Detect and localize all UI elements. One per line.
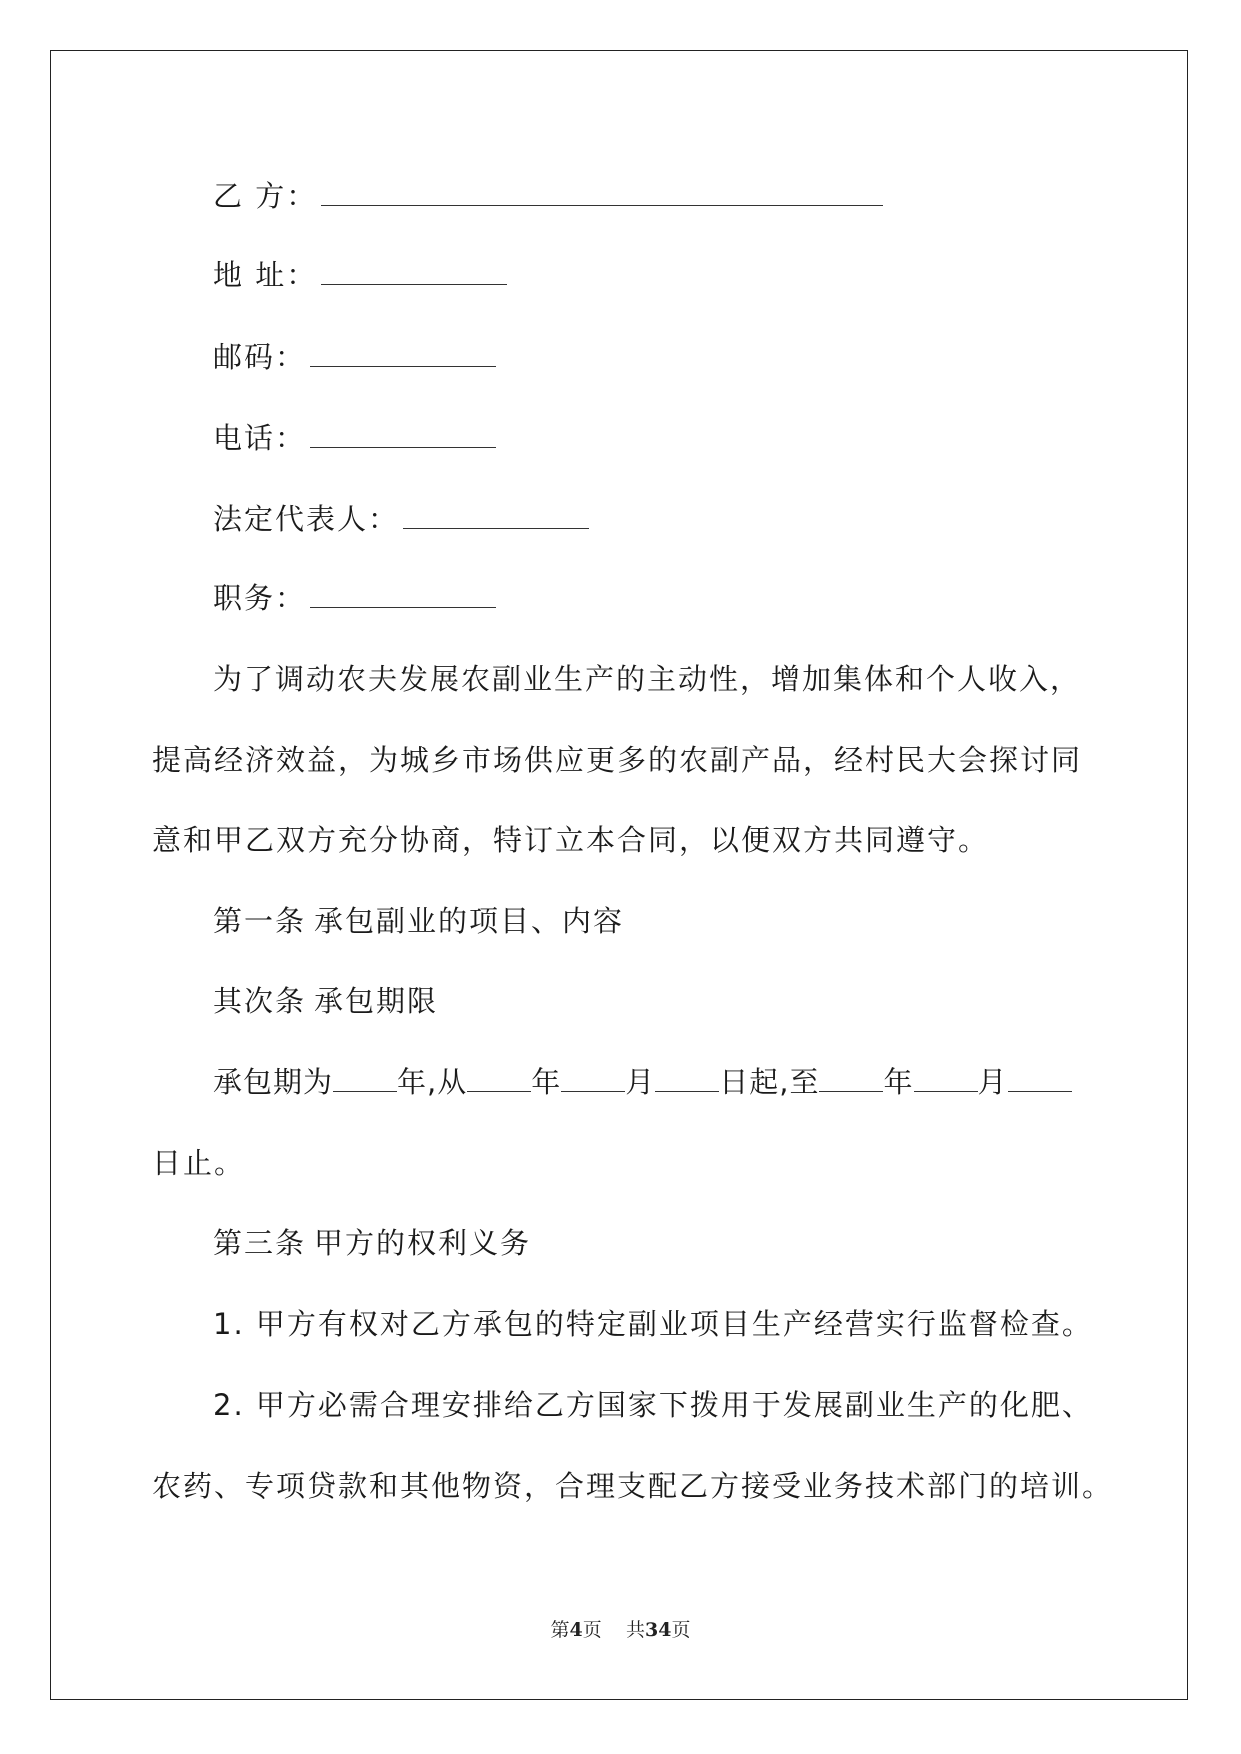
footer-total-suffix: 页	[671, 1619, 691, 1641]
term-line-end: 日止。	[152, 1146, 246, 1180]
start-year-blank[interactable]	[467, 1067, 531, 1092]
phone-field	[213, 420, 496, 456]
legal-rep-blank[interactable]	[403, 504, 589, 529]
position-field	[213, 580, 496, 616]
article-1-number: 第一条	[213, 904, 307, 938]
page-border	[50, 50, 1188, 1700]
intro-line-2: 提高经济效益，为城乡市场供应更多的农副产品，经村民大会探讨同	[152, 743, 1083, 777]
postcode-field	[213, 339, 496, 375]
term-text-1: 承包期为	[213, 1065, 334, 1099]
article-2-title: 承包期限	[314, 984, 439, 1018]
party-b-label: 乙 方：	[213, 179, 318, 213]
postcode-blank[interactable]	[310, 342, 496, 367]
legal-rep-label: 法定代表人：	[213, 502, 400, 536]
article-1-heading	[213, 903, 624, 939]
article-3-title: 甲方的权利义务	[314, 1226, 532, 1260]
position-blank[interactable]	[310, 583, 496, 608]
intro-line-1: 为了调动农夫发展农副业生产的主动性，增加集体和个人收入，	[213, 662, 1082, 696]
article-3-number: 第三条	[213, 1226, 307, 1260]
address-blank[interactable]	[321, 260, 507, 285]
term-text-2: 年,从	[397, 1065, 468, 1099]
article-3-item-1: 1. 甲方有权对乙方承包的特定副业项目生产经营实行监督检查。	[213, 1307, 1093, 1341]
address-field	[213, 257, 507, 293]
article-3-item-2-line-2: 农药、专项贷款和其他物资，合理支配乙方接受业务技术部门的培训。	[152, 1469, 1114, 1503]
total-pages-number: 34	[644, 1619, 672, 1641]
end-year-blank[interactable]	[819, 1067, 883, 1092]
position-label: 职务：	[213, 581, 307, 615]
article-2-number: 其次条	[213, 984, 307, 1018]
term-text-5: 日起,至	[719, 1065, 820, 1099]
page-footer	[0, 1615, 1241, 1642]
phone-label: 电话：	[213, 421, 307, 455]
legal-rep-field	[213, 501, 589, 537]
phone-blank[interactable]	[310, 423, 496, 448]
postcode-label: 邮码：	[213, 340, 307, 374]
term-text-6: 年	[883, 1065, 914, 1099]
address-label: 地 址：	[213, 258, 318, 292]
start-month-blank[interactable]	[561, 1067, 625, 1092]
term-text-3: 年	[531, 1065, 562, 1099]
article-3-item-2-line-1: 2. 甲方必需合理安排给乙方国家下拨用于发展副业生产的化肥、	[213, 1388, 1093, 1422]
footer-page-word: 页	[582, 1619, 602, 1641]
term-years-blank[interactable]	[333, 1067, 397, 1092]
party-b-blank[interactable]	[321, 181, 883, 206]
end-day-blank[interactable]	[1008, 1067, 1072, 1092]
term-line	[213, 1064, 1072, 1100]
footer-total-prefix: 共	[625, 1619, 645, 1641]
term-text-7: 月	[977, 1065, 1008, 1099]
term-text-4: 月	[625, 1065, 656, 1099]
article-1-title: 承包副业的项目、内容	[314, 904, 625, 938]
footer-prefix: 第	[550, 1619, 570, 1641]
article-2-heading	[213, 983, 438, 1019]
start-day-blank[interactable]	[655, 1067, 719, 1092]
party-b-field	[213, 178, 883, 214]
intro-line-3: 意和甲乙双方充分协商，特订立本合同，以便双方共同遵守。	[152, 823, 990, 857]
current-page-number: 4	[569, 1619, 583, 1641]
end-month-blank[interactable]	[914, 1067, 978, 1092]
article-3-heading	[213, 1225, 531, 1261]
